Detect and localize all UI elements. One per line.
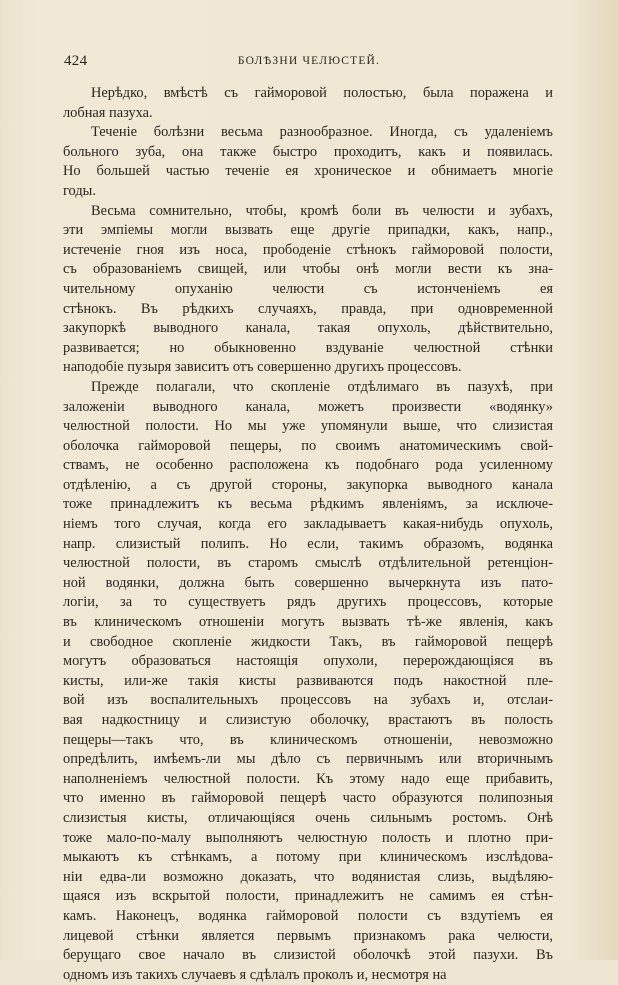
text-line: одномъ изъ такихъ случаевъ я сдѣлалъ проколъ и, несмотря на (63, 966, 447, 983)
text-line: камъ. Наконецъ, водянка гайморовой полости съ вздутіемъ ея (63, 907, 553, 924)
text-line: годы. (63, 182, 96, 199)
text-line: закупоркѣ выводного канала, такая опухоль, дѣйствительно, (63, 320, 553, 337)
text-line: истеченіе гноя изъ носа, прободеніе стѣнокъ гайморовой полости, (63, 241, 553, 258)
text-line: тоже принадлежитъ къ весьма рѣдкимъ явленіямъ, за исключе- (63, 496, 553, 513)
running-title: БОЛѢЗНИ ЧЕЛЮСТЕЙ. (237, 55, 381, 67)
text-line: берущаго свое начало въ слизистой оболочкѣ этой пазухи. Въ (63, 947, 553, 964)
text-line: ніи едва-ли возможно доказать, что водянистая слизь, выдѣляю- (63, 868, 553, 885)
text-line: щаяся изъ вскрытой полости, принадлежитъ не самимъ ея стѣн- (63, 888, 553, 905)
text-line: слизистыя кисты, отличающіяся очень сильнымъ ростомъ. Онѣ (63, 809, 553, 826)
text-line: Прежде полагали, что скопленіе отдѣлимаго въ пазухѣ, при (91, 378, 553, 395)
text-line: стѣнокъ. Въ рѣдкихъ случаяхъ, правда, при одновременной (63, 300, 553, 317)
paragraph (63, 202, 553, 378)
text-line: и свободное скопленіе жидкости Такъ, въ гайморовой пещерѣ (63, 633, 553, 650)
text-line: ствамъ, не особенно расположена къ подобнаго рода усиленному (63, 457, 553, 474)
text-line: логіи, за то существуетъ рядъ другихъ процессовъ, которые (63, 594, 553, 611)
text-line: больного зуба, она также быстро проходитъ, какъ и появилась. (63, 143, 553, 160)
text-line: заложеніи выводного канала, можетъ произвести «водянку» (63, 398, 553, 415)
text-line: Но большей частью теченіе ея хроническое и обнимаетъ многіе (63, 163, 553, 180)
text-line: наполненіемъ челюстной полости. Къ этому надо еще прибавить, (63, 770, 553, 787)
paragraph (63, 378, 553, 985)
text-line: кисты, или-же такія кисты развиваются подъ накостной пле- (63, 672, 553, 689)
text-line: напр. слизистый полипъ. Но если, такимъ образомъ, водянка (63, 535, 553, 552)
text-line: Теченіе болѣзни весьма разнообразное. Иногда, съ удаленіемъ (91, 124, 553, 141)
text-line: челюстной полости, въ старомъ смыслѣ отдѣлительной ретенціон- (63, 555, 553, 572)
text-line: отдѣленію, а съ другой стороны, закупорка выводного канала (63, 476, 553, 493)
text-line: Весьма сомнительно, чтобы, кромѣ боли въ челюсти и зубахъ, (91, 202, 553, 219)
text-line: могутъ образоваться настоящія опухоли, перерождающіяся въ (63, 653, 553, 670)
text-line: лицевой стѣнки является первымъ признакомъ рака челюсти, (63, 927, 553, 944)
text-line: наподобіе пузыря зависитъ отъ совершенно другихъ процессовъ. (63, 359, 462, 376)
text-line: чительному опуханію челюсти съ истонченіемъ ея (63, 280, 553, 297)
text-line: мыкаютъ къ стѣнкамъ, а потому при клиническомъ изслѣдова- (63, 849, 553, 866)
paragraph (63, 84, 553, 123)
text-line: пещеры—такъ что, въ клиническомъ отношеніи, невозможно (63, 731, 553, 748)
text-line: Нерѣдко, вмѣстѣ съ гайморовой полостью, была поражена и (91, 85, 553, 101)
text-line: челюстной полости. Но мы уже упомянули выше, что слизистая (63, 418, 553, 435)
paragraph (63, 123, 553, 201)
text-line: развивается; но обыкновенно вздуваніе челюстной стѣнки (63, 339, 553, 356)
text-line: ніемъ того случая, когда его закладываетъ какая-нибудь опухоль, (63, 516, 553, 533)
body-text (63, 84, 553, 985)
text-line: опредѣлить, имѣемъ-ли мы дѣло съ первичнымъ или вторичнымъ (63, 751, 553, 768)
text-line: лобная пазуха. (63, 104, 153, 121)
text-line: тоже мало-по-малу выполняютъ челюстную полость и плотно при- (63, 829, 553, 846)
text-line: вой изъ воспалительныхъ процессовъ на зубахъ и, отслаи- (63, 692, 553, 709)
text-line: въ клиническомъ отношеніи могутъ вызвать тѣ-же явленія, какъ (63, 614, 553, 631)
text-line: ной водянки, должна быть совершенно вычеркнута изъ пато- (63, 574, 553, 591)
text-line: съ образованіемъ свищей, или чтобы онѣ могли вести къ зна- (63, 261, 553, 278)
text-line: эти эмпіемы могли вызвать еще другіе припадки, какъ, напр., (63, 222, 553, 239)
text-line: что именно въ гайморовой пещерѣ часто образуются полипозныя (63, 790, 553, 807)
text-line: оболочка гайморовой пещеры, по своимъ анатомическимъ свой- (63, 437, 553, 454)
text-line: вая надкостницу и слизистую оболочку, врастаютъ въ полость (63, 712, 553, 728)
page-number: 424 (64, 53, 88, 69)
